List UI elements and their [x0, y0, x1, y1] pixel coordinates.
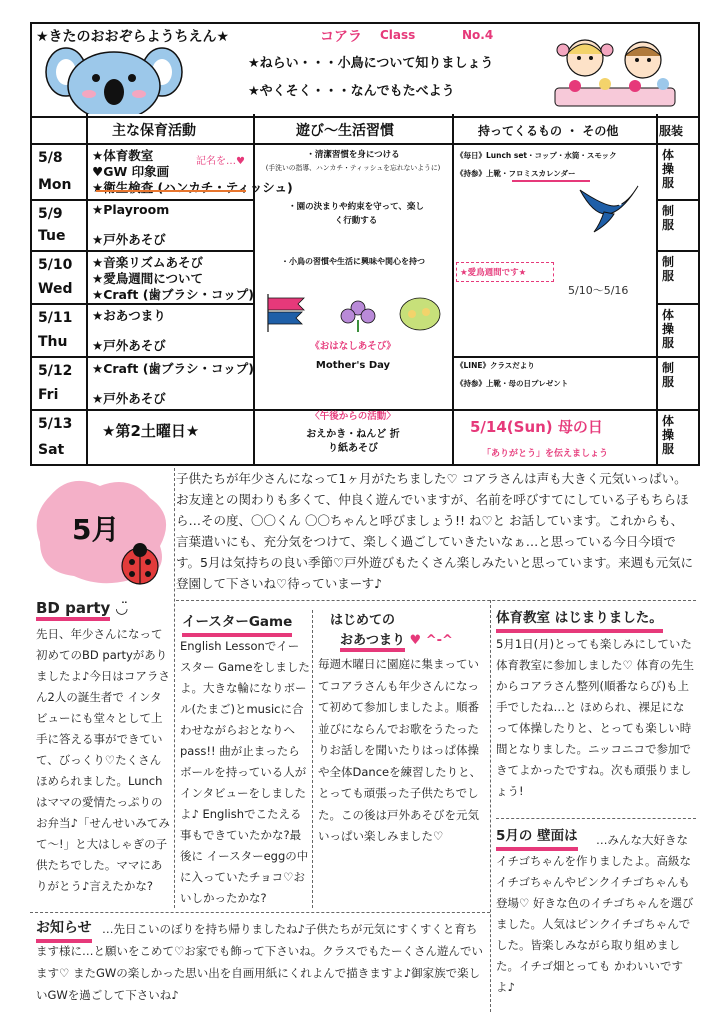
play-item-2: ・園の決まりや約束を守って、楽しく行動する [288, 202, 424, 226]
wall-title: 5月の 壁面は [496, 826, 578, 851]
activity-item: ★戸外あそび [92, 232, 166, 247]
first-gathering-title-1: はじめての [330, 613, 396, 628]
day-of-week: Mon [38, 177, 72, 193]
header-main-activity: 主な保育活動 [112, 123, 196, 139]
wall-text: …みんな大好きなイチゴちゃんを作りましたよ。高級なイチゴちゃんやピンクイチゴちゃんも登場♡ 好きな色のイチゴちゃんを選びました。人気はピンクイチゴちゃんでした。皆楽しみながら取り組めました。イチゴ畑とっても かわいいですよ♪ [496, 833, 694, 994]
name-note: 記名を…♥ [196, 156, 245, 167]
uniform-label: 制服 [662, 361, 675, 389]
play-item-1: ・清潔習慣を身につける [306, 150, 400, 160]
activity-item: ★戸外あそび [92, 338, 166, 353]
play-item-3: ・小鳥の習慣や生活に興味や関心を持つ [281, 257, 425, 266]
promise-text: ★やくそく・・・なんでもたべよう [248, 84, 455, 99]
mothers-day-date: 5/14(Sun) 母の日 [470, 418, 603, 436]
bring-line: 《LINE》クラスだより [456, 361, 535, 370]
header-bring: 持ってくるもの ・ その他 [478, 124, 619, 138]
swallow-bird-illustration [574, 180, 644, 238]
activity-item: ★おあつまり [92, 308, 166, 323]
day-date: 5/12 [38, 363, 73, 379]
class-word: Class [380, 28, 416, 42]
aim-text: ★ねらい・・・小鳥について知りましょう [248, 56, 494, 71]
issue-number: No.4 [462, 28, 494, 42]
header-uniform: 服装 [659, 124, 684, 138]
day-date: 5/13 [38, 416, 73, 432]
bird-week-label: ★愛鳥週間です★ [460, 268, 527, 278]
pe-class-text: 5月1日(月)とっても楽しみにしていた体育教室に参加しました♡ 体育の先生からコアラさん整列(順番ならび)も上手でしたね…と ほめられ、裸足になって体操したりと、とっても楽しい時間となりました。ニッコニコで参加できてよかったですね。次も頑張りましょう! [496, 637, 694, 798]
hygiene-underline [96, 190, 246, 192]
ladybug-illustration [112, 538, 168, 588]
koala-illustration [44, 42, 184, 114]
may-label: 5月 [72, 513, 120, 546]
activity-item: ★音楽リズムあそび [92, 255, 203, 270]
day-of-week: Wed [38, 281, 73, 297]
activity-item: ★戸外あそび [92, 391, 166, 406]
day-of-week: Thu [38, 334, 68, 350]
first-gathering-text: 毎週木曜日に園庭に集まっていてコアラさんも年少さんになって初めて参加しましたよ。順番並びにならんでお歌をうたったりお話しを聞いたりはっぱ体操や全体Danceを練習したりと、とっても頑張った子供たちでした。この後は戸外あそびを元気いっぱい楽しみました♡ [318, 657, 482, 843]
bird-week-range: 5/10〜5/16 [568, 284, 629, 297]
bd-party-text: 先日、年少さんになって初めてのBD partyがありましたよ♪今日はコアラさん2人の誕生者で インタビューにも堂々として上手に答える事ができていて、びっくり♡たくさんほめられました。Lunchはママの愛情たっぷりのお弁当♪「せんせいみてみて～!」と大はしゃぎの子供たちでした。ママにありがとう♪言えたかな? [36, 627, 170, 893]
activity-item: ♥GW 印象画 [92, 164, 170, 179]
day-date: 5/9 [38, 206, 63, 222]
activity-item: ★Craft (歯ブラシ・コップ) [92, 287, 254, 302]
bd-party-title-text: BD party [36, 599, 110, 621]
uniform-label: 制服 [662, 255, 675, 283]
activity-item: ★愛鳥週間について [92, 271, 203, 286]
intro-text: 子供たちが年少さんになって1ヶ月がたちました♡ コアラさんは声も大きく元気いっぱい。お友達との関わりも多くて、仲良く遊んでいますが、名前を呼びすてにしている子もちらほら…その度、〇〇くん 〇〇ちゃんと呼びましょう!! ね♡と お話しています。これからも、言葉遣いにも、充分気をつけて、楽しく過ごしていきたいなぁ…と思っている今日今頃です。5月は気持ちの良い季節♡戸外遊びもたくさん楽しみたいと思っています。来週も元気に登園して下さいね♡待っていまーす♪ [176, 471, 694, 591]
activity-item: ★衛生検査 (ハンカチ・ティッシュ) [92, 180, 293, 195]
day-date: 5/8 [38, 150, 63, 166]
play-item-1-sub: (手洗いの指導、ハンカチ・ティッシュを忘れないように) [265, 164, 441, 172]
notice-text: …先日こいのぼりを持ち帰りましたね♪子供たちが元気にすくすくと育ちます様に…と願いをこめて♡お家でも飾って下さいね。クラスでもたーくさん遊んでいます♡ またGWの楽しかった思い出を自画用紙にくれよんで描きますよ♪御家族で楽しいGWを過ごして下さいね♪ [36, 922, 483, 1002]
class-name: コアラ [320, 29, 362, 45]
children-illustration [545, 30, 685, 110]
story-title: Mother's Day [315, 360, 391, 371]
bd-party-title: BD party ◡̈ [36, 598, 128, 619]
notice-title: お知らせ [36, 918, 92, 943]
afternoon-activities: おえかき・ねんど 折り紙あそび [306, 429, 400, 454]
activity-item: ★Craft (歯ブラシ・コップ) [92, 361, 254, 376]
day-of-week: Tue [38, 228, 66, 244]
day-date: 5/11 [38, 310, 73, 326]
bring-item-calendar: 《持参》上靴・フロミスカレンダー [456, 169, 576, 178]
header-play: 遊び～生活習慣 [296, 123, 394, 139]
day-of-week: Fri [38, 387, 59, 403]
school-name: ★きたのおおぞらようちえん★ [36, 29, 230, 45]
koinobori-flowers-illustration [262, 290, 448, 334]
story-label: 《おはなしあそび》 [310, 341, 396, 352]
easter-title: イースターGame [182, 612, 292, 637]
day-of-week: Sat [38, 442, 65, 458]
uniform-label: 体操服 [662, 308, 675, 350]
first-gathering-title-2: おあつまり ♥ ^-^ [340, 630, 453, 651]
pe-class-title: 体育教室 はじまりました。 [496, 608, 663, 633]
afternoon-label: 〈午後からの活動〉 [310, 411, 396, 422]
first-gathering-title-2-text: おあつまり [340, 633, 405, 652]
uniform-label: 制服 [662, 204, 675, 232]
day-date: 5/10 [38, 257, 73, 273]
activity-item: ★Playroom [92, 202, 170, 217]
easter-text: English Lessonでイースター Gameをしましたよ。大きな輪になりボール(たまご)とmusicに合わせながらおとなりへpass!! 曲が止まったらボールを持っている人がインタビューをしましたよ♪ Englishでこたえる事もできていたかな?最後に イースターeggの中に入っていたチョコ♡おいしかったかな? [180, 639, 310, 905]
uniform-label: 体操服 [662, 148, 675, 190]
activity-item: ★第2土曜日★ [102, 422, 200, 440]
activity-item: ★体育教室 [92, 148, 154, 163]
uniform-label: 体操服 [662, 414, 675, 456]
bring-present: 《持参》上靴・母の日プレゼント [456, 379, 569, 388]
bring-daily: 《毎日》Lunch set・コップ・水筒・スモック [456, 151, 617, 160]
mothers-day-message: 「ありがとう」を伝えましょう [482, 449, 609, 459]
